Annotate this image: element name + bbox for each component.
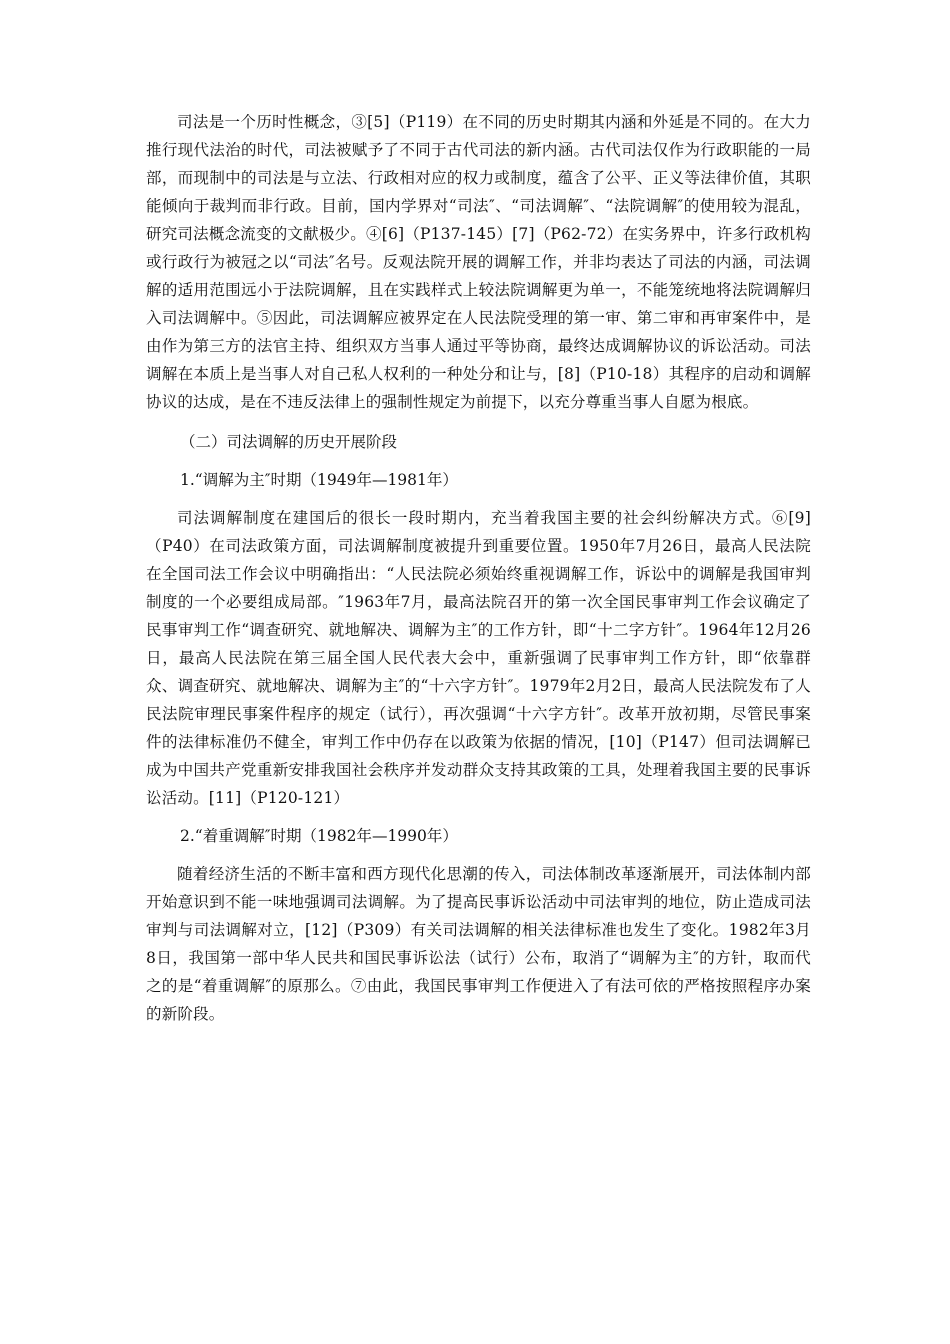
paragraph-period-2: 随着经济生活的不断丰富和西方现代化思潮的传入，司法体制改革逐渐展开，司法体制内部开始意识到不能一味地强调司法调解。为了提高民事诉讼活动中司法审判的地位，防止造成司法审判与司法调解对立，[12]（P309）有关司法调解的相关法律标准也发生了变化。1982年3月8日，我国第一部中华人民共和国民事诉讼法（试行）公布，取消了“调解为主″的方针，取而代之的是“着重调解″的原那么。⑦由此，我国民事审判工作便进入了有法可依的严格按照程序办案的新阶段。 — [146, 865, 811, 1023]
paragraph-judicial-concept: 司法是一个历时性概念，③[5]（P119）在不同的历史时期其内涵和外延是不同的。在大力推行现代法治的时代，司法被赋予了不同于古代司法的新内涵。古代司法仅作为行政职能的一局部，而现制中的司法是与立法、行政相对应的权力或制度，蕴含了公平、正义等法律价值，其职能倾向于裁判而非行政。目前，国内学界对“司法″、“司法调解″、“法院调解″的使用较为混乱，研究司法概念流变的文献极少。④[6]（P137-145）[7]（P62-72）在实务界中，许多行政机构或行政行为被冠之以“司法″名号。反观法院开展的调解工作，并非均表达了司法的内涵，司法调解的适用范围远小于法院调解，且在实践样式上较法院调解更为单一，不能笼统地将法院调解归入司法调解中。⑤因此，司法调解应被界定在人民法院受理的第一审、第二审和再审案件中，是由作为第三方的法官主持、组织双方当事人通过平等协商，最终达成调解协议的诉讼活动。司法调解在本质上是当事人对自己私人权利的一种处分和让与，[8]（P10-18）其程序的启动和调解协议的达成，是在不违反法律上的强制性规定为前提下，以充分尊重当事人自愿为根底。 — [146, 113, 812, 411]
subheading-period-1: 1.“调解为主″时期（1949年—1981年） — [180, 471, 458, 489]
paragraph-period-1: 司法调解制度在建国后的很长一段时期内，充当着我国主要的社会纠纷解决方式。⑥[9]（P40）在司法政策方面，司法调解制度被提升到重要位置。1950年7月26日，最高人民法院在全国司法工作会议中明确指出：“人民法院必须始终重视调解工作，诉讼中的调解是我国审判制度的一个必要组成局部。″1963年7月，最高法院召开的第一次全国民事审判工作会议确定了民事审判工作“调查研究、就地解决、调解为主″的工作方针，即“十二字方针″。1964年12月26日，最高人民法院在第三届全国人民代表大会中，重新强调了民事审判工作方针，即“依靠群众、调查研究、就地解决、调解为主″的“十六字方针″。1979年2月2日，最高人民法院发布了人民法院审理民事案件程序的规定（试行），再次强调“十六字方针″。改革开放初期，尽管民事案件的法律标准仍不健全，审判工作中仍存在以政策为依据的情况，[10]（P147）但司法调解已成为中国共产党重新安排我国社会秩序并发动群众支持其政策的工具，处理着我国主要的民事诉讼活动。[11]（P120-121） — [146, 509, 811, 807]
section-heading-history: （二）司法调解的历史开展阶段 — [180, 433, 398, 451]
subheading-period-2: 2.“着重调解″时期（1982年—1990年） — [180, 827, 458, 845]
document-page — [146, 108, 811, 1028]
